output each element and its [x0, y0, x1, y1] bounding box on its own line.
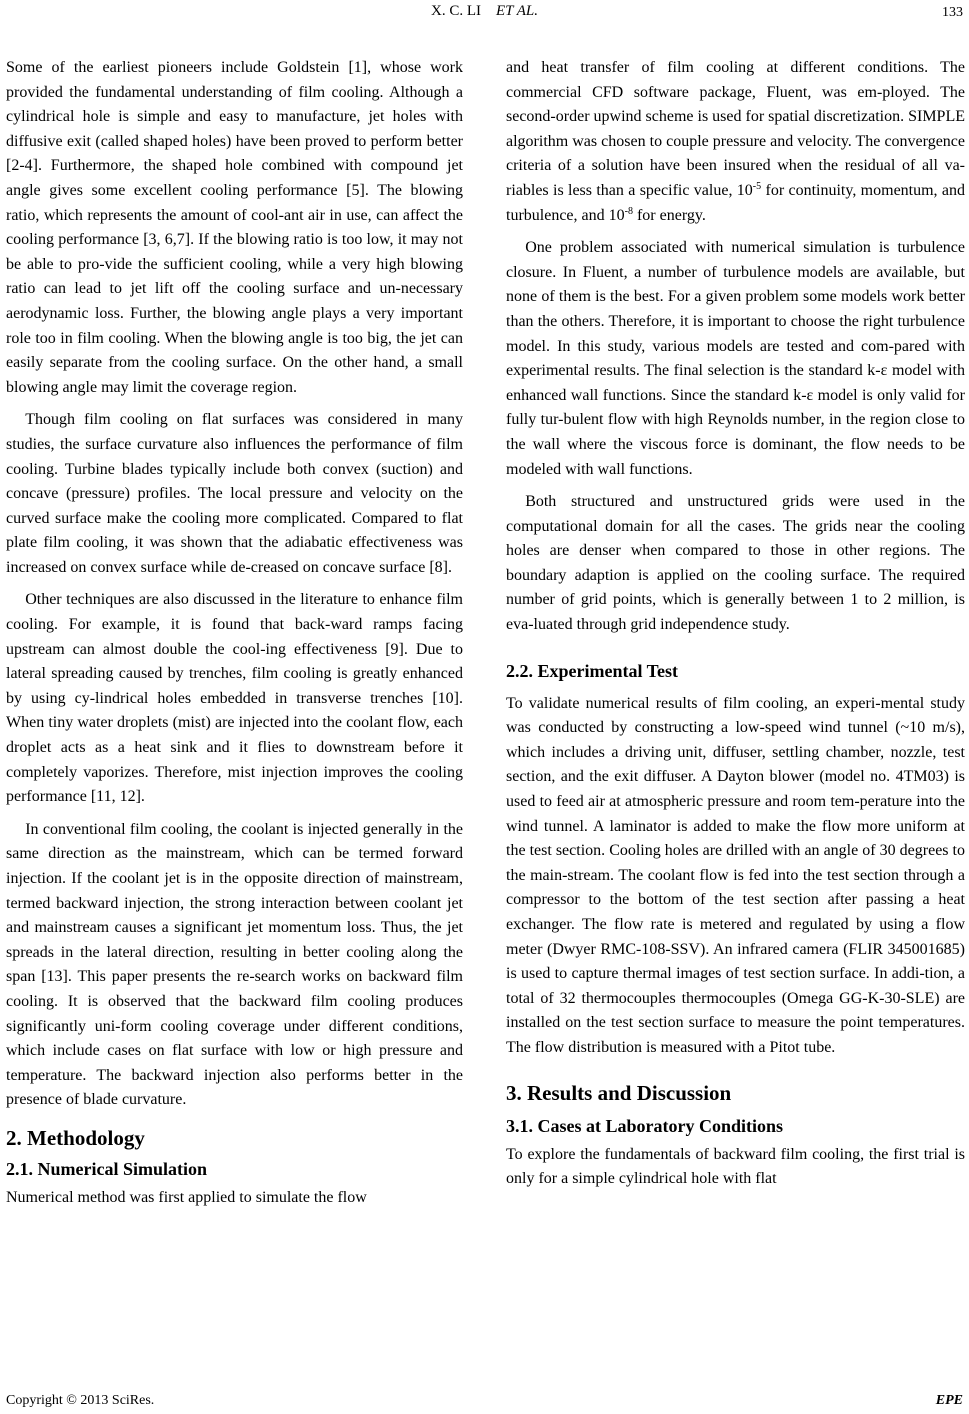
paragraph-turbulence-closure: One problem associated with numerical simulation is turbulence closure. In Fluent, a number of turbulence models are available, but none of them is the best. For a given problem some models work better than the others. Therefore, it is important to choose the right turbulence model. In this study, various models are tested and com-pared with experimental results. The final selection is the standard k-ε model with enhanced wall functions. Since the standard k-ε model is only valid for fully tur-bulent flow with high Reynolds number, in the region close to the wall where the viscous force is dominant, the flow needs to be modeled with wall functions.	[506, 239, 965, 478]
cfd-text-b: for continuity, momentum, and turbulence, and 10	[506, 181, 966, 224]
paragraph-numerical-method: Numerical method was first applied to simulate the flow	[6, 1188, 367, 1206]
page-number: 133	[942, 5, 963, 20]
heading-methodology: 2. Methodology	[6, 1125, 145, 1150]
paragraph-other-techniques: Other techniques are also discussed in the literature to enhance film cooling. For example, it is found that back-ward ramps facing upstream can almost double the cool-ing effectiveness [9]. Due to lateral spreading caused by trenches, film cooling is greatly enhanced by using cy-lindrical holes embedded in transverse trenches [10]. When tiny water droplets (mist) are injected into the coolant flow, each droplet acts as a heat sink and it flies to downstream before it completely vaporizes. Therefore, mist injection improves the cooling performance [11, 12].	[6, 591, 463, 806]
heading-results-discussion: 3. Results and Discussion	[506, 1080, 732, 1105]
paragraph-cfd-setup	[506, 56, 965, 228]
paragraph-conventional-cooling: In conventional film cooling, the coolant is injected generally in the same direction as the mainstream, which can be termed forward injection. If the coolant jet is in the opposite direction of mainstream, termed backward injection, the strong interaction between coolant jet and mainstream causes a significant jet momentum loss. Thus, the jet spreads in the lateral direction, resulting in better cooling along the span [13]. This paper presents the re-search works on backward film cooling. It is observed that the backward film cooling produces significantly uni-form cooling coverage under different conditions, which include cases on flat surface with low or high pressure and temperature. The backward injection also performs better in the presence of blade curvature.	[6, 820, 463, 1109]
cfd-text-a: and heat transfer of film cooling at different conditions. The commercial CFD software package, Fluent, was em-ployed. The second-order upwind scheme is used for spatial discretization. SIMPLE algorithm was chosen to couple pressure and velocity. The convergence criteria of a solution have been insured when the residual of all va-riables is less than a specific value, 10	[506, 59, 965, 199]
exponent-continuity: -5	[752, 180, 762, 192]
paragraph-pioneers: Some of the earliest pioneers include Goldstein [1], whose work provided the fundamental understanding of film cooling. Although a cylindrical hole is simple and easy to manufacture, jet holes with diffusive exit (called shaped holes) have been proved to perform better [2-4]. Furthermore, the shaped hole combined with compound jet angle gives some excellent cooling performance [5]. The blowing ratio, which represents the amount of cool-ant air in use, can affect the cooling performance [3, 6,7]. If the blowing ratio is too low, it may not be able to pro-vide the sufficient cooling, while a very high blowing ratio can lead to jet lift off the cooling surface and un-necessary aerodynamic loss. Further, the blowing angle plays a very important role too in film cooling. When the blowing angle is too big, the jet can easily separate from the cooling surface. On the other hand, a small blowing angle may limit the coverage region.	[6, 59, 463, 396]
heading-laboratory-conditions: 3.1. Cases at Laboratory Conditions	[506, 1115, 784, 1136]
page-header	[0, 0, 969, 24]
paragraph-experimental-setup: To validate numerical results of film cooling, an experi-mental study was conducted by constructing a low-speed wind tunnel (~10 m/s), which includes a driving unit, diffuser, settling chamber, nozzle, test section, and the exit diffuser. A Dayton blower (model no. 4TM03) is used to feed air at atmospheric pressure and room tem-perature into the wind tunnel. A laminator is added to make the flow more uniform at the test section. Cooling holes are drilled with an angle of 30 degrees to the main-stream. The coolant flow is fed into the test section through a compressor to the bottom of the test section after passing a heat exchanger. The flow rate is metered and regulated by using a flow meter (Dwyer RMC-108-SSV). An infrared camera (FLIR 345001685) is used to capture thermal images of test section surface. In addi-tion, a total of 32 thermocouples thermocouples (Omega GG-K-30-SLE) are installed on the test section surface to measure the point temperatures. The flow distribution is measured with a Pitot tube.	[506, 694, 965, 1056]
heading-numerical-simulation: 2.1. Numerical Simulation	[6, 1158, 207, 1179]
left-column	[6, 56, 463, 1211]
author-name: X. C. LI	[431, 3, 482, 19]
paragraph-grids: Both structured and unstructured grids were used in the computational domain for all the cases. The grids near the cooling holes are denser when compared to those in other regions. The boundary adaption is applied on the cooling surface. The required number of grid points, which is generally between 1 to 2 million, is eva-luated through grid independence study.	[506, 493, 965, 634]
paragraph-backward-fundamentals: To explore the fundamentals of backward film cooling, the first trial is only for a simple cylindrical hole with flat	[506, 1145, 965, 1188]
cfd-text-c: for energy.	[632, 206, 706, 224]
paragraph-curvature: Though film cooling on flat surfaces was considered in many studies, the surface curvature also influences the performance of film cooling. Turbine blades typically include both convex (suction) and concave (pressure) profiles. The local pressure and velocity on the curved surface make the cooling more complicated. Compared to flat plate film cooling, it was shown that the adiabatic effectiveness was increased on convex surface while de-creased on concave surface [8].	[6, 411, 463, 576]
et-al: ET AL.	[496, 3, 538, 19]
right-column	[506, 56, 965, 1192]
heading-experimental-test: 2.2. Experimental Test	[506, 660, 679, 681]
running-head	[0, 3, 969, 20]
journal-abbreviation: EPE	[935, 1393, 963, 1408]
copyright-notice: Copyright © 2013 SciRes.	[6, 1393, 155, 1408]
exponent-energy: -8	[624, 205, 633, 217]
